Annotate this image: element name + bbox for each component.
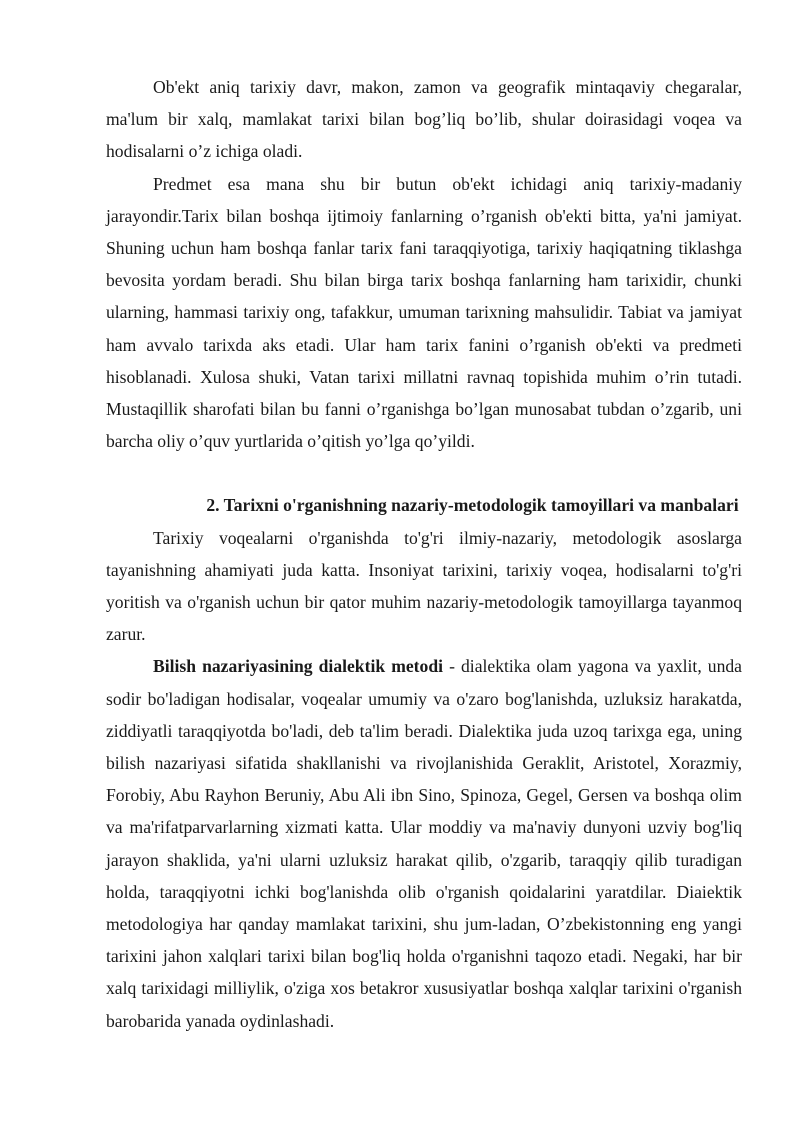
dialectic-method-text: - dialektika olam yagona va yaxlit, unda sodir bo'ladigan hodisalar, voqealar umumiy va o'zaro bog'lanishda, uzluksiz harakatda, ziddiyatli taraqqiyotda bo'ladi, deb ta'lim beradi. Dialektika juda uzoq tarixga ega, uning bilish nazariyasi sifatida shakllanishi va rivojlanishida Geraklit, Aristotel, Xorazmiy, Forobiy, Abu Rayhon Beruniy, Abu Ali ibn Sino, Spinoza, Gegel, Gersen va boshqa olim va ma'rifatparvarlarning xizmati katta. Ular moddiy va ma'naviy dunyoni uzviy bog'liq jarayon shaklida, ya'ni ularni uzluksiz harakat qilib, o'zgarib, taraqqiy qilib turadigan holda, taraqqiyotni ichki bog'lanishda olib o'rganish qoidalarini yaratdilar. Diaiektik metodologiya har qanday mamlakat tarixini, shu jum-ladan, O’zbekistonning eng yangi tarixini jahon xalqlari tarixi bilan bog'liq holda o'rganishni taqozo etadi. Negaki, har bir xalq tarixidagi milliylik, o'ziga xos betakror xususiyatlar boshqa xalqlar tarixini o'rganish barobarida yanada oydinlashadi.: [106, 656, 742, 1031]
paragraph-dialectic-method: [106, 650, 742, 1036]
paragraph-object-definition: Ob'ekt aniq tarixiy davr, makon, zamon va geografik mintaqaviy chegaralar, ma'lum bir xalq, mamlakat tarixi bilan bog’liq bo’lib, shular doirasidagi voqea va hodisalarni o’z ichiga oladi.: [106, 77, 742, 162]
dialectic-method-term: Bilish nazariyasining dialektik metodi: [153, 656, 443, 677]
section-heading: 2. Tarixni o'rganishning nazariy-metodologik tamoyillari va manbalari: [206, 495, 739, 516]
paragraph-subject-definition: Predmet esa mana shu bir butun ob'ekt ichidagi aniq tarixiy-madaniy jarayondir.Tarix bilan boshqa ijtimoiy fanlarning o’rganish ob'ekti bitta, ya'ni jamiyat. Shuning uchun ham boshqa fanlar tarix fani taraqqiyotiga, tarixiy haqiqatning tiklashga bevosita yordam beradi. Shu bilan birga tarix boshqa fanlarning ham tarixidir, chunki ularning, hammasi tarixiy ong, tafakkur, umuman tarixning mahsulidir. Tabiat va jamiyat ham avvalo tarixda aks etadi. Ular ham tarix fanini o’rganish ob'ekti va predmeti hisoblanadi. Xulosa shuki, Vatan tarixi millatni ravnaq topishida muhim o’rin tutadi. Mustaqillik sharofati bilan bu fanni o’rganishga bo’lgan munosabat tubdan o’zgarib, uni barcha oliy o’quv yurtlarida o’qitish yo’lga qo’yildi.: [106, 173, 742, 452]
paragraph-methodology-intro: Tarixiy voqealarni o'rganishda to'g'ri ilmiy-nazariy, metodologik asoslarga tayanishning ahamiyati juda katta. Insoniyat tarixini, tarixiy voqea, hodisalarni to'g'ri yoritish va o'rganish uchun bir qator muhim nazariy-metodologik tamoyillarga tayanmoq zarur.: [106, 527, 742, 645]
